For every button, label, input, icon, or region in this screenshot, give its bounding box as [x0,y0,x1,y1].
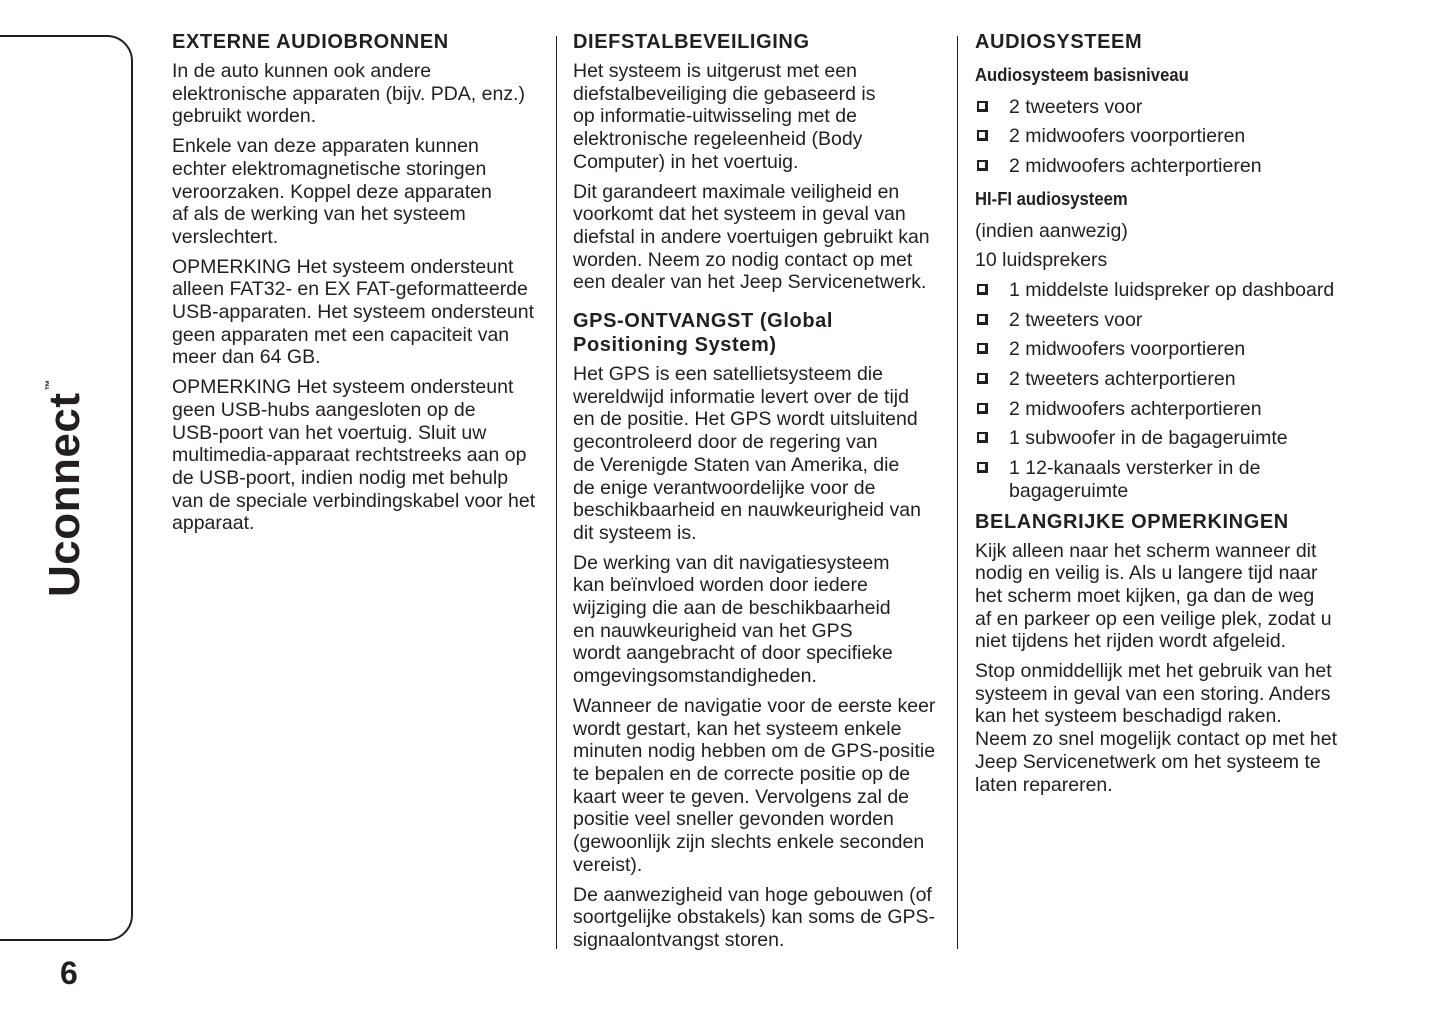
list-item [975,398,1347,421]
list-item-text: 2 tweeters achterportieren [1009,368,1236,391]
paragraph: De aanwezigheid van hoge gebouwen (of soortgelijke obstakels) kan soms de GPS- signaalontvangst storen. [573,883,935,951]
subheading: HI-FI audiosysteem [975,187,1128,209]
column-1 [172,30,544,542]
list-item [975,96,1347,119]
column-divider [957,36,958,949]
list-item-text: 2 midwoofers achterportieren [1009,155,1262,178]
paragraph: 10 luidsprekers [975,249,1108,272]
paragraph: Dit garandeert maximale veiligheid en voorkomt dat het systeem in geval van diefstal in andere voertuigen gebruikt kan worden. Neem zo nodig contact op met een dealer van het Jeep Servicenetwerk. [573,180,930,294]
checkbox-bullet-icon [977,462,988,473]
list-item [975,309,1347,332]
checkbox-bullet-icon [977,101,988,112]
chapter-title [40,379,90,597]
section-heading: DIEFSTALBEVEILIGING [573,31,810,53]
list-item [975,125,1347,148]
column-3 [975,30,1347,803]
list-item [975,368,1347,391]
list-item-text: 1 subwoofer in de bagageruimte [1009,427,1288,450]
list-item [975,338,1347,361]
trademark: ™ [44,379,56,391]
list-item-text: 2 tweeters voor [1009,308,1143,331]
paragraph: OPMERKING Het systeem ondersteunt geen USB-hubs aangesloten op de USB-poort van het voertuig. Sluit uw multimedia-apparaat rechtstreeks aan op de USB-poort, indien nodig met behulp van de speciale verbindingskabel voor het apparaat. [172,376,536,535]
list-item [975,457,1347,502]
list-item [975,155,1347,178]
list-item-text: 2 midwoofers voorportieren [1009,338,1246,361]
paragraph: Het GPS is een satellietsysteem die wereldwijd informatie levert over de tijd en de positie. Het GPS wordt uitsluitend gecontroleerd door de regering van de Verenigde Staten van Amerika, die de enige verantwoordelijke voor de beschikbaarheid en nauwkeurigheid van dit systeem is. [573,363,921,544]
paragraph: Kijk alleen naar het scherm wanneer dit nodig en veilig is. Als u langere tijd naar het scherm moet kijken, ga dan de weg af en parkeer op een veilige plek, zodat u niet tijdens het rijden wordt afgeleid. [975,539,1332,653]
list-item-text: 2 midwoofers voorportieren [1009,125,1246,148]
list-item [975,427,1347,450]
paragraph: In de auto kunnen ook andere elektronische apparaten (bijv. PDA, enz.) gebruikt worden. [172,60,525,128]
checkbox-bullet-icon [977,403,988,414]
checkbox-bullet-icon [977,343,988,354]
paragraph: Stop onmiddellijk met het gebruik van het systeem in geval van een storing. Anders kan het systeem beschadigd raken. Neem zo snel mogelijk contact op met het Jeep Servicenetwerk om het systeem te laten repareren. [975,660,1338,796]
page-number: 6 [60,955,78,991]
section-heading: EXTERNE AUDIOBRONNEN [172,31,449,53]
paragraph: Het systeem is uitgerust met een diefstalbeveiliging die gebaseerd is op informatie-uitwisseling met de elektronische regeleenheid (Body Computer) in het voertuig. [573,60,876,173]
subheading: Audiosysteem basisniveau [975,64,1189,85]
chapter-title-text: Uconnect [40,392,89,597]
spacer [573,301,945,309]
column-2 [573,30,945,959]
checkbox-bullet-icon [977,160,988,171]
list-item-text: 2 midwoofers achterportieren [1009,397,1262,420]
section-heading: AUDIOSYSTEEM [975,31,1143,53]
paragraph: Enkele van deze apparaten kunnen echter elektromagnetische storingen veroorzaken. Koppel deze apparaten af als de werking van het systeem verslechtert. [172,135,492,248]
list-item-text: 1 middelste luidspreker op dashboard [1009,278,1335,301]
checkbox-bullet-icon [977,314,988,325]
section-heading: GPS-ONTVANGST (Global Positioning System) [573,310,834,357]
section-heading: BELANGRIJKE OPMERKINGEN [975,510,1289,533]
list-item-text: 2 tweeters voor [1009,95,1143,118]
list-item-text: 1 12-kanaals versterker in de bagageruimte [1009,457,1261,502]
checkbox-bullet-icon [977,130,988,141]
list-item [975,279,1347,302]
paragraph: OPMERKING Het systeem ondersteunt alleen FAT32- en EX FAT-geformatteerde USB-apparaten. Het systeem ondersteunt geen apparaten met een capaciteit van meer dan 64 GB. [172,255,535,369]
paragraph: (indien aanwezig) [975,219,1128,242]
column-divider [556,36,557,949]
checkbox-bullet-icon [977,284,988,295]
paragraph: Wanneer de navigatie voor de eerste keer wordt gestart, kan het systeem enkele minuten nodig hebben om de GPS-positie te bepalen en de correcte positie op de kaart weer te geven. Vervolgens zal de positie veel sneller gevonden worden (gewoonlijk zijn slechts enkele seconden vereist). [573,694,936,876]
checkbox-bullet-icon [977,432,988,443]
checkbox-bullet-icon [977,373,988,384]
paragraph: De werking van dit navigatiesysteem kan beïnvloed worden door iedere wijziging die aan de beschikbaarheid en nauwkeurigheid van het GPS wordt aangebracht of door specifieke omgevingsomstandigheden. [573,551,893,688]
